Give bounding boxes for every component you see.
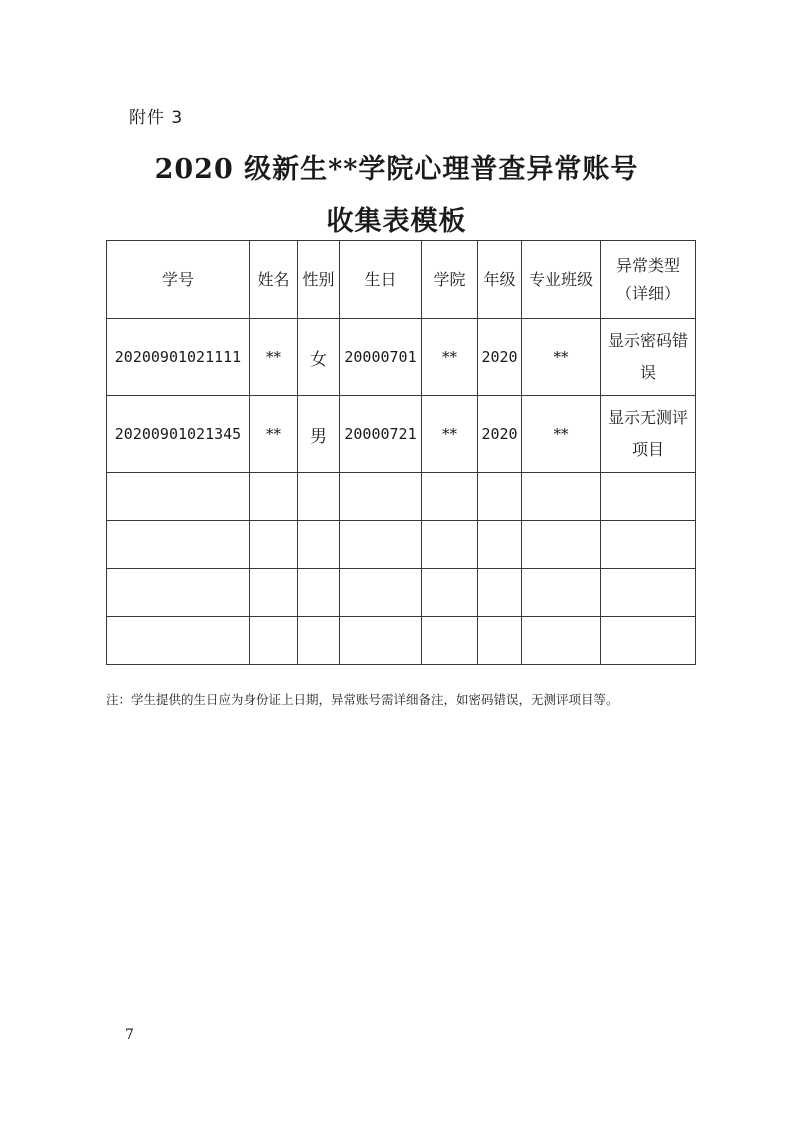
- header-grade: 年级: [478, 241, 522, 319]
- cell-birthday: 20000721: [340, 396, 422, 473]
- table-row: [107, 396, 696, 473]
- header-student-id: 学号: [107, 241, 250, 319]
- empty-row: [107, 617, 696, 665]
- cell-student-id: 20200901021111: [107, 319, 250, 396]
- cell-gender: 男: [298, 396, 340, 473]
- cell-name: **: [250, 396, 298, 473]
- cell-abnormal-type: 显示无测评项目: [601, 396, 696, 473]
- cell-student-id: 20200901021345: [107, 396, 250, 473]
- empty-row: [107, 569, 696, 617]
- table-header-row: [107, 241, 696, 319]
- header-name: 姓名: [250, 241, 298, 319]
- header-birthday: 生日: [340, 241, 422, 319]
- cell-grade: 2020: [478, 396, 522, 473]
- header-gender: 性别: [298, 241, 340, 319]
- table-row: [107, 319, 696, 396]
- abnormal-accounts-table: [106, 240, 696, 665]
- cell-birthday: 20000701: [340, 319, 422, 396]
- cell-major-class: **: [522, 396, 601, 473]
- cell-major-class: **: [522, 319, 601, 396]
- attachment-label: 附件 3: [129, 108, 184, 128]
- cell-gender: 女: [298, 319, 340, 396]
- document-title-line2: 收集表模板: [326, 206, 467, 237]
- cell-college: **: [422, 319, 478, 396]
- page-number: 7: [125, 1027, 134, 1043]
- document-title-line1: 2020 级新生**学院心理普查异常账号: [154, 154, 639, 185]
- cell-name: **: [250, 319, 298, 396]
- cell-college: **: [422, 396, 478, 473]
- cell-abnormal-type: 显示密码错误: [601, 319, 696, 396]
- header-abnormal-type: 异常类型（详细）: [601, 241, 696, 319]
- header-major-class: 专业班级: [522, 241, 601, 319]
- footnote: 注：学生提供的生日应为身份证上日期，异常账号需详细备注，如密码错误，无测评项目等。: [106, 692, 619, 707]
- header-college: 学院: [422, 241, 478, 319]
- empty-row: [107, 473, 696, 521]
- cell-grade: 2020: [478, 319, 522, 396]
- empty-row: [107, 521, 696, 569]
